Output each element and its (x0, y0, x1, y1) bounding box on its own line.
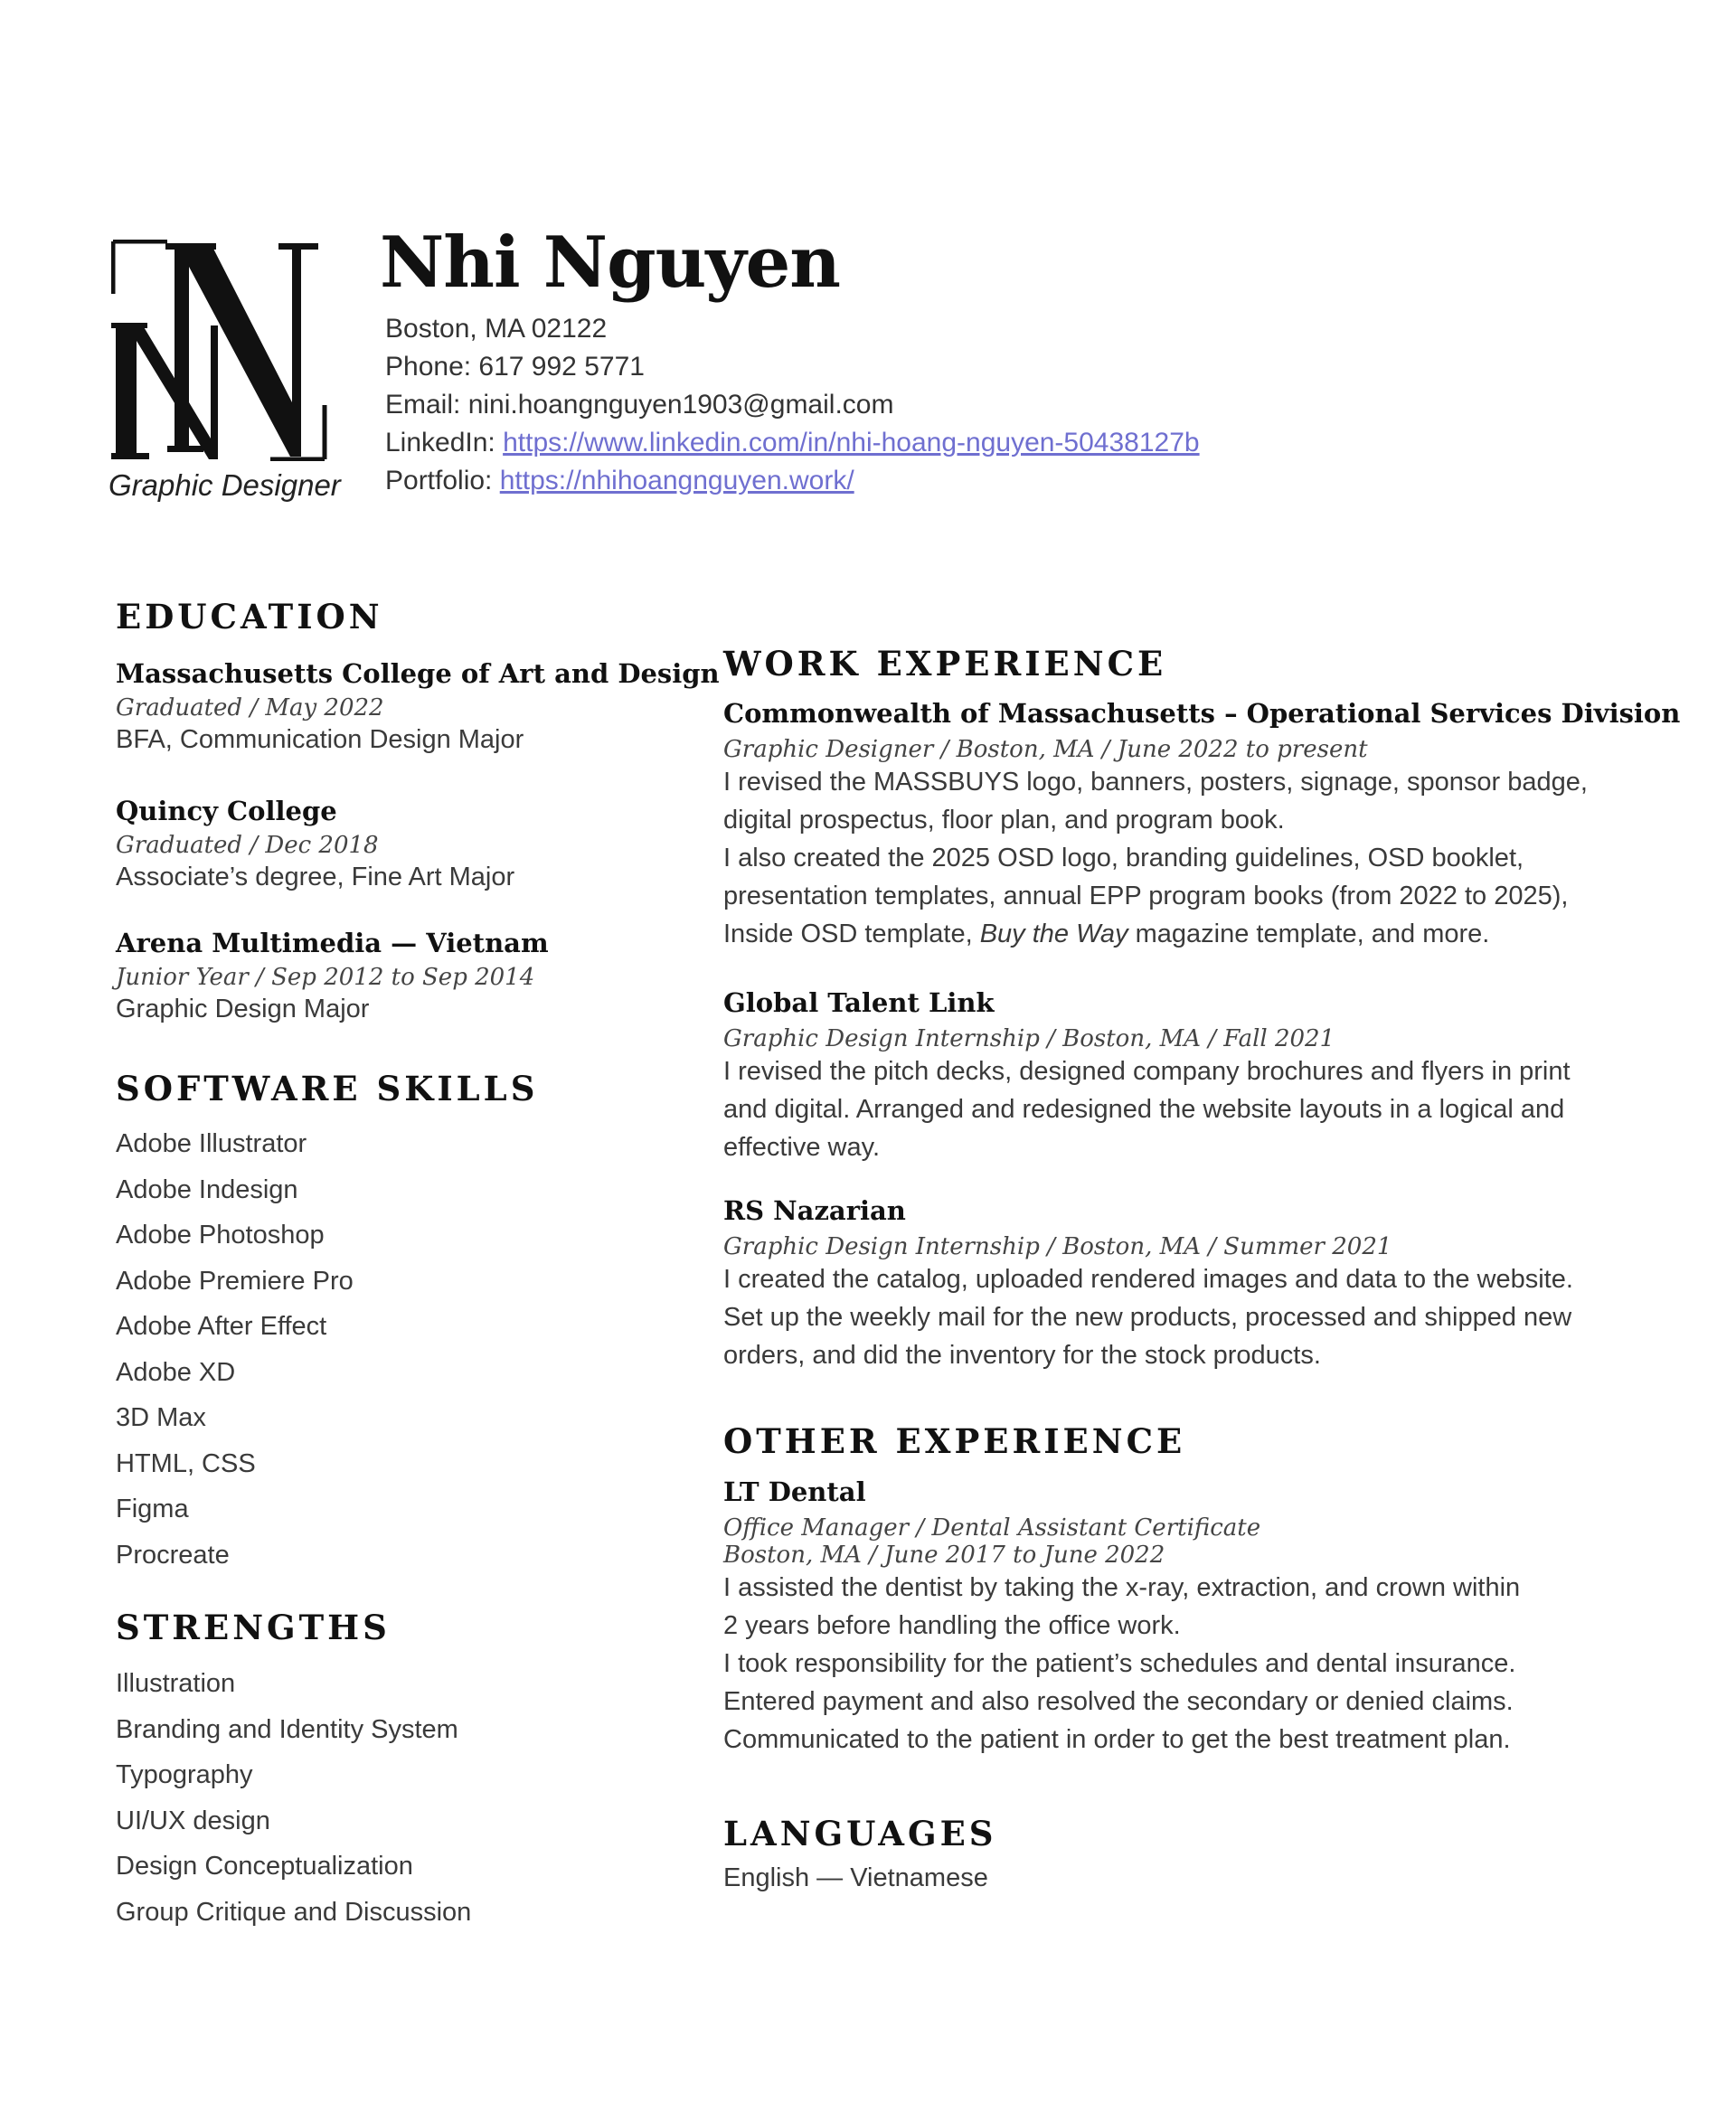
linkedin-line (385, 424, 1200, 462)
list-item: Branding and Identity System (116, 1714, 458, 1744)
description-line: Communicated to the patient in order to get the best treatment plan. (723, 1725, 1511, 1754)
description-line: I also created the 2025 OSD logo, branding guidelines, OSD booklet, (723, 844, 1524, 872)
software-skills-title: SOFTWARE SKILLS (116, 1069, 539, 1108)
list-item: UI/UX design (116, 1806, 270, 1835)
education-entry (116, 928, 549, 1027)
email-line (385, 386, 1200, 424)
magazine-title: Buy the Way (979, 920, 1128, 948)
languages-value: English — Vietnamese (723, 1863, 988, 1892)
education-detail: BFA, Communication Design Major (116, 725, 524, 754)
address: Boston, MA 02122 (385, 314, 608, 344)
education-entry (116, 658, 720, 758)
list-item: Adobe Photoshop (116, 1221, 325, 1250)
school-name: Quincy College (116, 796, 337, 826)
other-experience-title: OTHER EXPERIENCE (723, 1421, 1186, 1461)
list-item: Procreate (116, 1540, 230, 1570)
education-meta: Junior Year / Sep 2012 to Sep 2014 (116, 964, 535, 991)
description-line: orders, and did the inventory for the stock products. (723, 1341, 1321, 1370)
linkedin-label: LinkedIn: (385, 428, 504, 457)
phone-label: Phone: (385, 352, 479, 382)
description-line: and digital. Arranged and redesigned the website layouts in a logical and (723, 1095, 1565, 1124)
email-address: nini.hoangnguyen1903@gmail.com (467, 390, 894, 420)
school-name: Arena Multimedia — Vietnam (116, 928, 549, 958)
email-label: Email: (385, 390, 468, 420)
strengths-list (116, 1661, 471, 1935)
employer-name: RS Nazarian (723, 1195, 906, 1226)
education-meta: Graduated / Dec 2018 (116, 832, 379, 859)
work-entry (723, 987, 1571, 1166)
list-item: 3D Max (116, 1403, 206, 1432)
candidate-name: Nhi Nguyen (380, 222, 840, 304)
monogram-logo-graphic (111, 240, 328, 461)
languages-title: LANGUAGES (723, 1814, 997, 1853)
software-skills-list (116, 1121, 354, 1578)
list-item: Adobe Indesign (116, 1174, 298, 1204)
job-meta: Office Manager / Dental Assistant Certificate (723, 1514, 1261, 1542)
job-meta: Graphic Design Internship / Boston, MA / Fall 2021 (723, 1025, 1335, 1052)
job-meta: Graphic Designer / Boston, MA / June 2022 to present (723, 736, 1368, 763)
list-item: Illustration (116, 1669, 236, 1698)
portfolio-label: Portfolio: (385, 466, 500, 495)
linkedin-link[interactable]: https://www.linkedin.com/in/nhi-hoang-nguyen-50438127b (503, 428, 1200, 457)
description-line: effective way. (723, 1133, 881, 1162)
other-entry (723, 1476, 1520, 1759)
description-line: I assisted the dentist by taking the x-ray, extraction, and crown within (723, 1573, 1521, 1602)
job-meta: Graphic Design Internship / Boston, MA / Summer 2021 (723, 1233, 1392, 1260)
description-line: 2 years before handling the office work. (723, 1611, 1181, 1640)
list-item: Group Critique and Discussion (116, 1897, 472, 1927)
description-line: Entered payment and also resolved the secondary or denied claims. (723, 1687, 1514, 1716)
portfolio-line (385, 462, 1200, 500)
employer-name: Global Talent Link (723, 987, 995, 1018)
job-meta: Boston, MA / June 2017 to June 2022 (723, 1542, 1165, 1569)
employer-name: Commonwealth of Massachusetts – Operational Services Division (723, 698, 1681, 729)
list-item: Design Conceptualization (116, 1852, 413, 1881)
description-line: digital prospectus, floor plan, and program book. (723, 806, 1285, 835)
phone-line (385, 348, 1200, 386)
education-detail: Associate’s degree, Fine Art Major (116, 863, 515, 891)
education-detail: Graphic Design Major (116, 995, 370, 1023)
description-line: I created the catalog, uploaded rendered images and data to the website. (723, 1265, 1573, 1294)
list-item: Adobe Illustrator (116, 1129, 307, 1158)
description-line: I revised the MASSBUYS logo, banners, posters, signage, sponsor badge, (723, 768, 1588, 797)
description-text: magazine template, and more. (1127, 920, 1490, 948)
description-line: Set up the weekly mail for the new products, processed and shipped new (723, 1303, 1572, 1332)
list-item: Adobe XD (116, 1357, 236, 1387)
list-item: Adobe Premiere Pro (116, 1266, 354, 1296)
tagline: Graphic Designer (108, 468, 341, 502)
employer-name: LT Dental (723, 1476, 866, 1507)
education-meta: Graduated / May 2022 (116, 694, 384, 721)
work-entry (723, 1195, 1573, 1374)
work-experience-title: WORK EXPERIENCE (723, 644, 1167, 684)
description-text: Inside OSD template, (723, 920, 980, 948)
education-title: EDUCATION (116, 597, 383, 637)
description-line: I revised the pitch decks, designed company brochures and flyers in print (723, 1057, 1571, 1086)
list-item: Adobe After Effect (116, 1312, 327, 1341)
education-entry (116, 796, 514, 895)
portfolio-link[interactable]: https://nhihoangnguyen.work/ (499, 466, 854, 495)
phone-number: 617 992 5771 (478, 352, 645, 382)
work-entry (723, 698, 1680, 953)
list-item: Typography (116, 1760, 253, 1789)
school-name: Massachusetts College of Art and Design (116, 658, 720, 689)
monogram-logo (111, 240, 328, 461)
description-line: I took responsibility for the patient’s schedules and dental insurance. (723, 1649, 1516, 1678)
list-item: Figma (116, 1495, 189, 1523)
description-line (723, 915, 1680, 953)
contact-block (385, 310, 1200, 500)
list-item: HTML, CSS (116, 1448, 256, 1478)
strengths-title: STRENGTHS (116, 1608, 391, 1647)
description-line: presentation templates, annual EPP program books (from 2022 to 2025), (723, 882, 1569, 910)
